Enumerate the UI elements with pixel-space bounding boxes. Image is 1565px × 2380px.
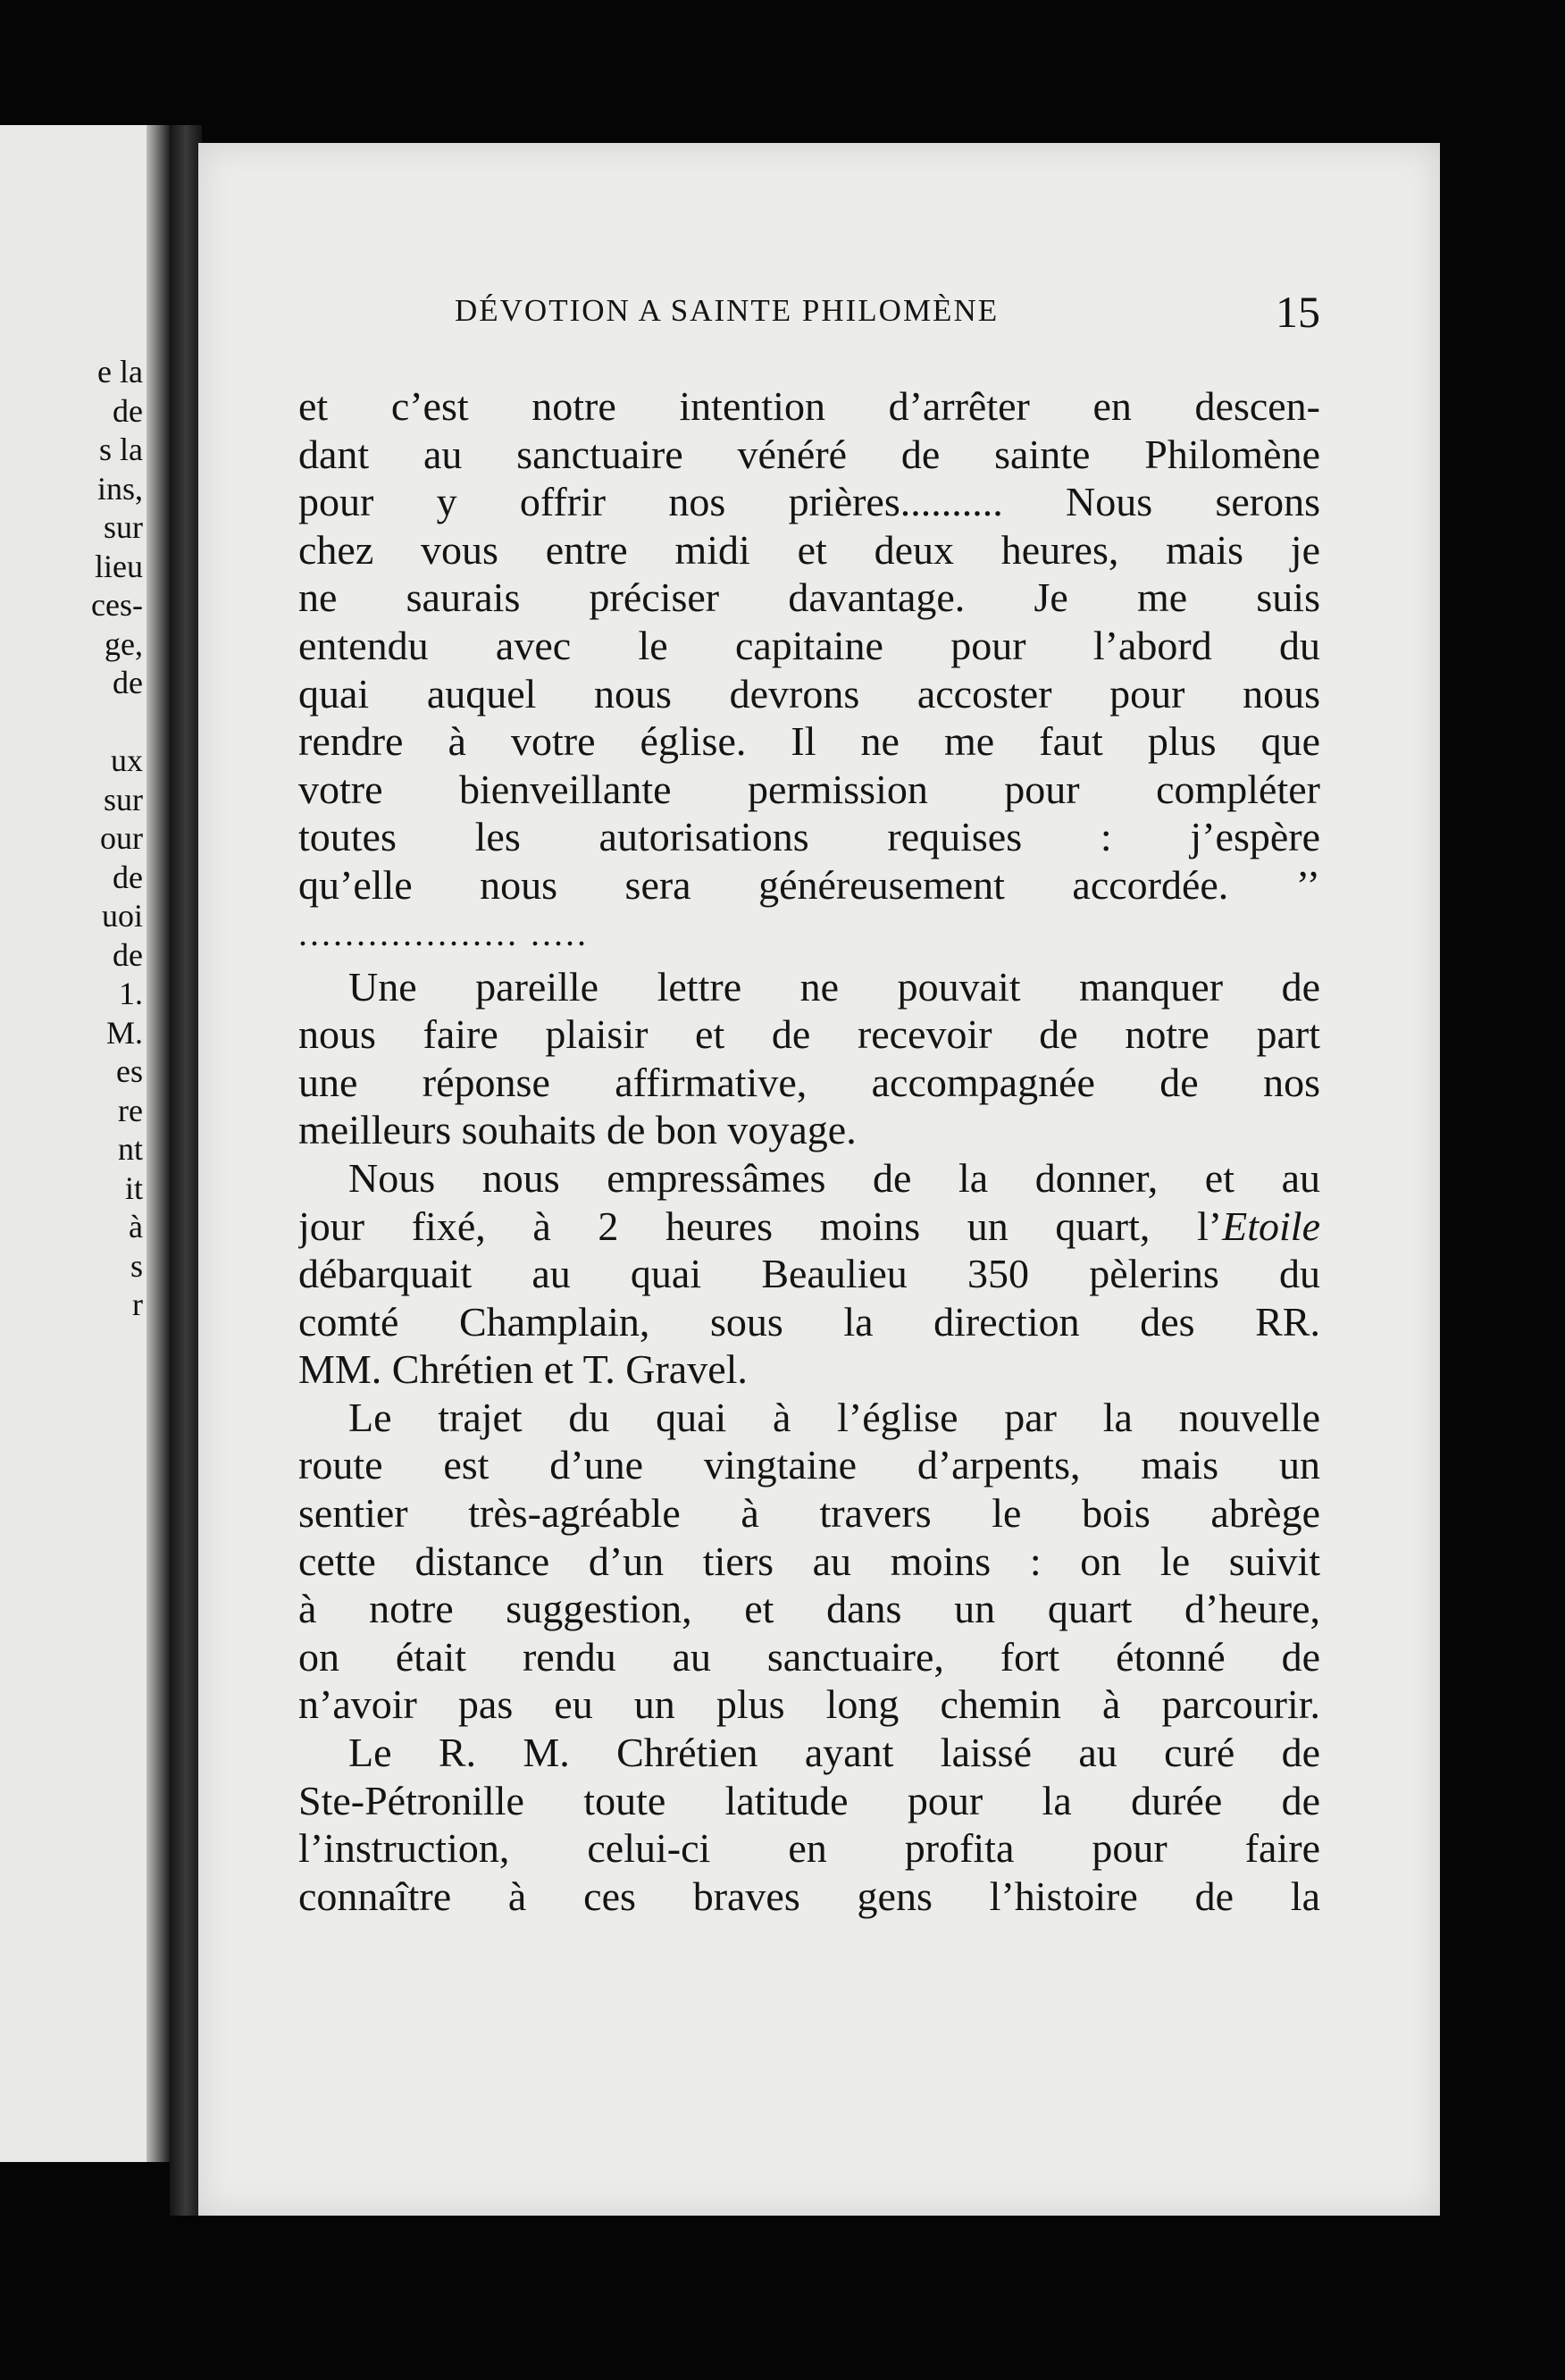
ship-name: Etoile (1222, 1203, 1320, 1249)
fragment-line: sur (104, 781, 143, 817)
fragment-line: M. (105, 1014, 143, 1051)
page-content (298, 287, 1320, 1920)
fragment-line: es (116, 1053, 143, 1089)
fragment-line: ces- (91, 587, 143, 623)
fragment-line: s la (99, 432, 143, 467)
fragment-line: s (130, 1247, 143, 1284)
fragment-line: nt (117, 1131, 143, 1167)
text-line: quai auquel nous devrons accoster pour nous (298, 670, 1320, 717)
book-page (198, 143, 1440, 2216)
text-line: Le R. M. Chrétien ayant laissé au curé de (348, 1730, 1320, 1776)
text-line: route est d’une vingtaine d’arpents, mais un (298, 1442, 1320, 1488)
text-line: sentier très-agréable à travers le bois abrège (298, 1490, 1320, 1537)
text-line: une réponse affirmative, accompagnée de nos (298, 1059, 1320, 1105)
running-title: DÉVOTION A SAINTE PHILOMÈNE (455, 293, 1000, 328)
text-line: dant au sanctuaire vénéré de sainte Philomène (298, 431, 1320, 477)
ellipsis-separator: ................... ..... (298, 912, 589, 953)
text-line: toutes les autorisations requises : j’espère (298, 814, 1320, 860)
text-line: Une pareille lettre ne pouvait manquer de (348, 963, 1320, 1010)
fragment-line: re (118, 1092, 143, 1128)
text-line: ne saurais préciser davantage. Je me suis (298, 574, 1320, 621)
fragment-line: lieu (95, 548, 143, 584)
page-number: 15 (1276, 287, 1320, 337)
fragment-line: r (132, 1286, 143, 1322)
text-line: n’avoir pas eu un plus long chemin à parcourir. (298, 1681, 1320, 1728)
paragraph-4 (298, 1394, 1320, 1729)
fragment-line: ins, (96, 470, 143, 507)
fragment-line: ge, (105, 625, 143, 662)
running-head (298, 287, 1320, 347)
fragment-line: 1. (119, 976, 143, 1011)
text-line-with-italic (298, 1203, 1320, 1251)
text-line: connaître à ces braves gens l’histoire de la (298, 1873, 1320, 1919)
text-line: qu’elle nous sera généreusement accordée. ’’ (298, 861, 1320, 908)
text-segment: jour fixé, à 2 heures moins un quart, l’ (298, 1203, 1223, 1249)
previous-page-fragment (0, 125, 170, 2162)
text-line: à notre suggestion, et dans un quart d’heure, (298, 1586, 1320, 1632)
text-line: rendre à votre église. Il ne me faut plus que (298, 718, 1320, 765)
text-line: chez vous entre midi et deux heures, mais je (298, 526, 1320, 573)
fragment-line: de (113, 392, 143, 429)
text-line: MM. Chrétien et T. Gravel. (298, 1346, 748, 1393)
fragment-line: e la (97, 354, 143, 390)
text-line: Nous nous empressâmes de la donner, et au (348, 1154, 1320, 1201)
gutter-shadow (146, 125, 170, 2162)
paragraph-2 (298, 963, 1320, 1154)
text-line: meilleurs souhaits de bon voyage. (298, 1107, 857, 1153)
fragment-line: à (129, 1209, 143, 1244)
text-line: Ste-Pétronille toute latitude pour la durée de (298, 1777, 1320, 1823)
text-line: l’instruction, celui-ci en profita pour faire (298, 1825, 1320, 1872)
fragment-line: our (100, 820, 143, 856)
text-line: on était rendu au sanctuaire, fort étonné de (298, 1633, 1320, 1680)
paragraph-3 (298, 1154, 1320, 1394)
text-line: votre bienveillante permission pour compléter (298, 766, 1320, 812)
text-line: cette distance d’un tiers au moins : on le suivit (298, 1538, 1320, 1584)
text-line: débarquait au quai Beaulieu 350 pèlerins du (298, 1251, 1320, 1297)
fragment-line: de (113, 859, 143, 895)
fragment-line: de (113, 665, 143, 700)
fragment-line: sur (104, 509, 143, 545)
fragment-line (91, 703, 143, 742)
paragraph-1 (298, 382, 1320, 909)
fragment-line: it (124, 1169, 143, 1206)
text-line: comté Champlain, sous la direction des RR. (298, 1298, 1320, 1345)
body-text (298, 382, 1320, 1920)
book-spine (170, 125, 202, 2216)
paragraph-5 (298, 1729, 1320, 1920)
text-line: et c’est notre intention d’arrêter en descen- (298, 383, 1320, 429)
fragment-line: ux (111, 742, 143, 778)
text-line: nous faire plaisir et de recevoir de notre part (298, 1011, 1320, 1058)
previous-page-text (91, 353, 143, 1325)
text-line: Le trajet du quai à l’église par la nouvelle (348, 1394, 1320, 1440)
fragment-line: uoi (101, 898, 143, 934)
fragment-line: de (113, 936, 143, 973)
text-line: pour y offrir nos prières.......... Nous serons (298, 479, 1320, 525)
text-line: entendu avec le capitaine pour l’abord du (298, 622, 1320, 668)
